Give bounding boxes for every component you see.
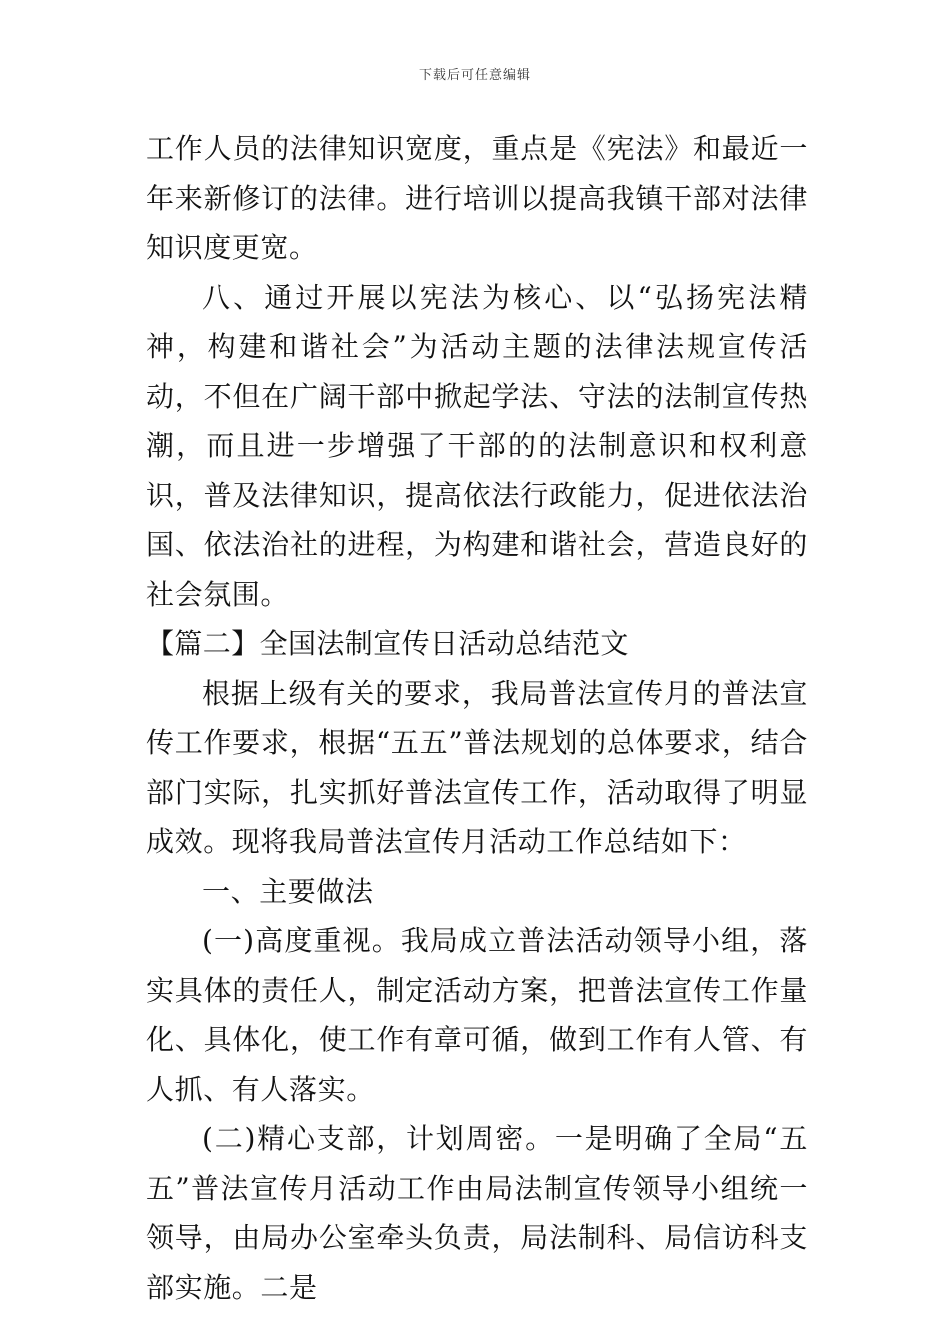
paragraph-1: 工作人员的法律知识宽度，重点是《宪法》和最近一年来新修订的法律。进行培训以提高我镇干部对法律知识度更宽。	[146, 132, 808, 264]
paragraph-4: (一)高度重视。我局成立普法活动领导小组，落实具体的责任人，制定活动方案，把普法宣传工作量化、具体化，使工作有章可循，做到工作有人管、有人抓、有人落实。	[146, 924, 808, 1106]
document-body	[146, 124, 808, 1312]
section-heading: 【篇二】全国法制宣传日活动总结范文	[146, 627, 629, 660]
paragraph-2: 八、通过开展以宪法为核心、以“弘扬宪法精神，构建和谐社会”为活动主题的法律法规宣传活动，不但在广阔干部中掀起学法、守法的法制宣传热潮，而且进一步增强了干部的的法制意识和权利意识，普及法律知识，提高依法行政能力，促进依法治国、依法治社的进程，为构建和谐社会，营造良好的社会氛围。	[146, 280, 808, 611]
paragraph-5: (二)精心支部，计划周密。一是明确了全局“五五”普法宣传月活动工作由局法制宣传领导小组统一领导，由局办公室牵头负责，局法制科、局信访科支部实施。二是	[146, 1122, 808, 1304]
paragraph-3: 根据上级有关的要求，我局普法宣传月的普法宣传工作要求，根据“五五”普法规划的总体要求，结合部门实际，扎实抓好普法宣传工作，活动取得了明显成效。现将我局普法宣传月活动工作总结如下：	[146, 676, 808, 858]
subheading-main-practices: 一、主要做法	[202, 874, 374, 908]
header-note: 下载后可任意编辑	[418, 68, 531, 83]
